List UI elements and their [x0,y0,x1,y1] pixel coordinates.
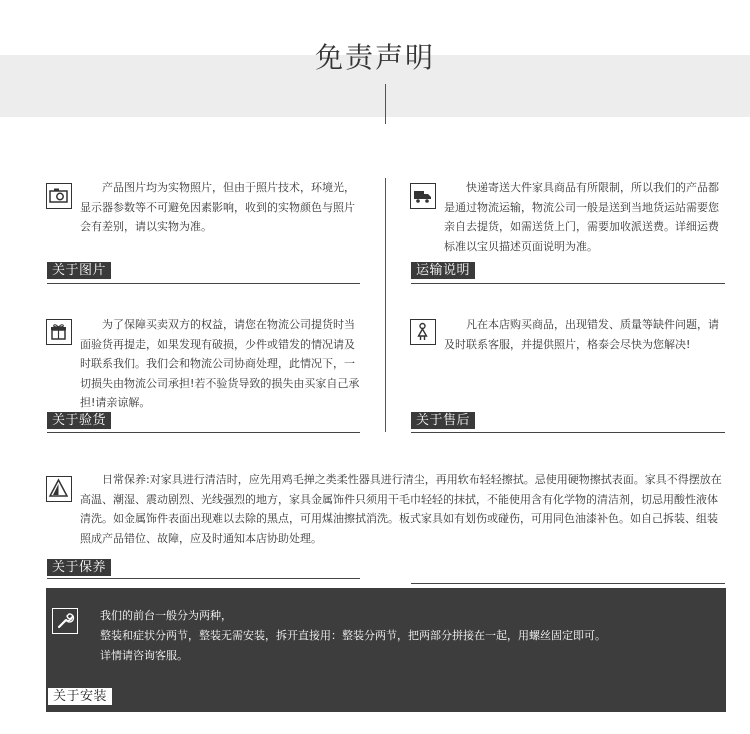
maintenance-text: 日常保养:对家具进行清洁时，应先用鸡毛掸之类柔性器具进行清尘，再用软布轻轻擦拭。忌使用硬物擦拭表面。家具不得摆放在高温、潮湿、震动剧烈、光线强烈的地方，家具金属饰件只须用干毛巾轻轻的抹拭，不能使用含有化学物的清洁剂，切忌用酸性液体清洗。如金属饰件表面出现难以去除的黑点，可用煤油擦拭消洗。板式家具如有划伤或碰伤，可用同色油漆补色。如自己拆装、组装照成产品错位、故障，应及时通知本店协助处理。 [80,473,722,545]
wrench-icon [52,608,78,634]
pictures-text: 产品图片均为实物照片，但由于照片技术，环境光，显示器参数等不可避免因素影响，收到的实物颜色与照片会有差别，请以实物为准。 [80,181,355,233]
gift-box-icon [46,319,72,345]
maintenance-underline-right [411,583,725,584]
maintenance-underline-left [47,578,360,579]
camera-icon [46,183,72,209]
inspection-underline [47,432,360,433]
person-icon [410,319,436,345]
title-divider [385,84,386,124]
center-divider [385,178,386,432]
shipping-text: 快递寄送大件家具商品有所限制，所以我们的产品都是通过物流运输，物流公司一般是送到当地货运站需要您亲自去提货，如需送货上门，需要加收派送费。详细运费标准以宝贝描述页面说明为准。 [444,181,719,253]
shipping-label: 运输说明 [411,262,475,279]
installation-line-2: 整装和症状分两节，整装无需安装，拆开直接用：整装分两节，把两部分拼接在一起，用螺丝固定即可。 [100,629,606,642]
after-sales-text: 凡在本店购买商品，出现错发、质量等缺件问题，请及时联系客服，并提供照片，格泰会尽快为您解决! [444,318,719,351]
after-sales-underline [411,432,725,433]
inspection-label: 关于验货 [47,412,111,429]
pictures-underline [47,283,360,284]
inspection-text: 为了保障买卖双方的权益，请您在物流公司提货时当面验货再提走，如果发现有破损，少件或错发的情况请及时联系我们。我们会和物流公司协商处理，此情况下，一切损失由物流公司承担!若不验货导致的损失由买家自己承担!请亲谅解。 [80,318,360,409]
shipping-underline [411,283,725,284]
warning-triangle-icon [46,476,72,502]
installation-line-1: 我们的前台一般分为两种， [100,609,232,622]
pictures-label: 关于图片 [47,262,111,279]
truck-icon [410,183,436,209]
maintenance-label: 关于保养 [47,559,111,576]
installation-panel [46,588,726,712]
installation-line-3: 详情请咨询客服。 [100,649,188,662]
installation-label: 关于安装 [48,688,112,705]
after-sales-label: 关于售后 [411,412,475,429]
page-title: 免责声明 [314,41,435,74]
